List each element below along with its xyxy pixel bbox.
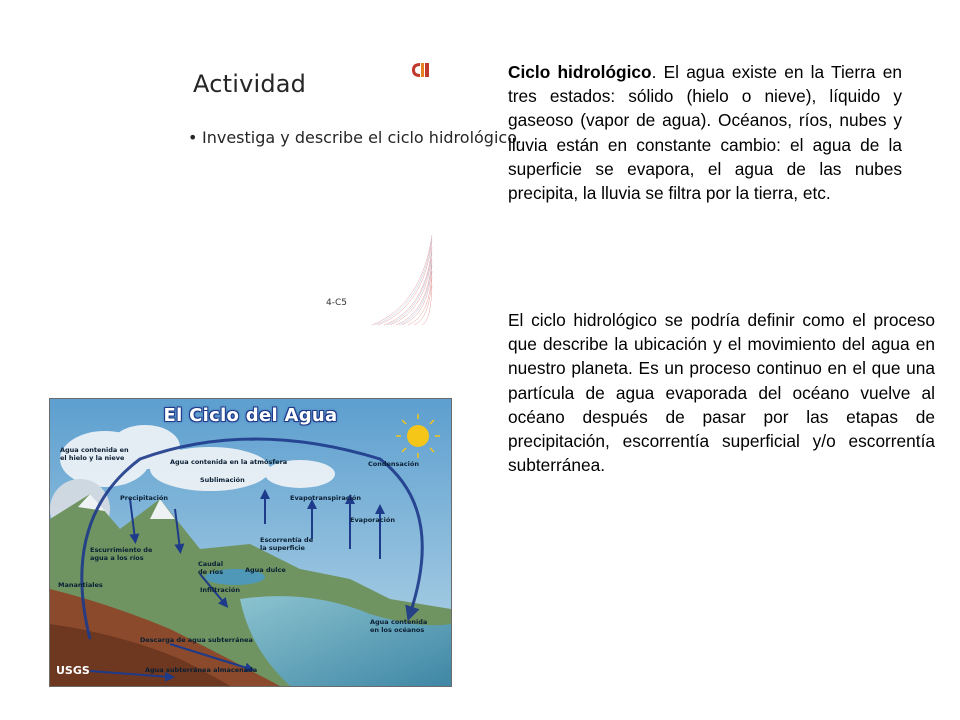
paragraph-body: . El agua existe en la Tierra en tres estados: sólido (hielo o nieve), líquido y gaseoso (vapor de agua). Océanos, ríos, nubes y lluvia están en constante cambio: el agua de la superficie se evapora, el agua de las nubes precipita, la lluvia se filtra por la tierra, etc.	[508, 62, 902, 204]
label-springs: Manantiales	[58, 581, 103, 589]
water-cycle-illustration	[49, 398, 452, 687]
label-infiltration: Infiltración	[200, 586, 240, 594]
sun-icon	[407, 425, 429, 447]
label-sublimation: Sublimación	[200, 476, 245, 484]
label-groundwater-storage: Agua subterránea almacenada	[145, 666, 258, 674]
paragraph-definition-process: El ciclo hidrológico se podría definir como el proceso que describe la ubicación y el movimiento del agua en nuestro planeta. Es un proceso continuo en el que una partícula de agua evaporada del océano vuelve al océano después de pasar por las etapas de precipitación, escorrentía superficial y/o escorrentía subterránea.	[508, 310, 935, 476]
paragraph-definition-states	[508, 60, 902, 205]
slide-title: Actividad	[193, 70, 307, 98]
label-precipitation: Precipitación	[120, 494, 169, 502]
label-atmosphere: Agua contenida en la atmósfera	[170, 458, 288, 466]
usgs-credit: USGS	[56, 664, 90, 677]
label-condensation: Condensación	[368, 460, 419, 468]
paragraph-lead: Ciclo hidrológico	[508, 62, 652, 82]
ucr-logo-icon	[408, 60, 432, 80]
activity-slide-thumbnail	[150, 40, 522, 325]
label-ice-snow: Agua contenida en el hielo y la nieve	[60, 446, 129, 462]
label-groundwater-discharge: Descarga de agua subterránea	[140, 636, 253, 644]
label-surface-runoff: Escorrentía de la superficie	[260, 536, 314, 552]
illustration-title: El Ciclo del Agua	[163, 405, 338, 426]
label-streamflow: Caudal de ríos	[198, 560, 224, 576]
label-evapotranspiration: Evapotranspiración	[290, 494, 362, 502]
label-evaporation: Evaporación	[350, 516, 395, 524]
decorative-curve-lines	[372, 235, 432, 325]
slide-code: 4-C5	[326, 298, 347, 308]
label-snowmelt: Escurrimiento de agua a los ríos	[90, 546, 153, 562]
slide-bullet: • Investiga y describe el ciclo hidrológico.	[188, 128, 522, 147]
label-freshwater: Agua dulce	[245, 566, 286, 574]
slide-bullet-text: Investiga y describe el ciclo hidrológico.	[202, 128, 522, 147]
label-oceans: Agua contenida en los océanos	[370, 618, 428, 634]
